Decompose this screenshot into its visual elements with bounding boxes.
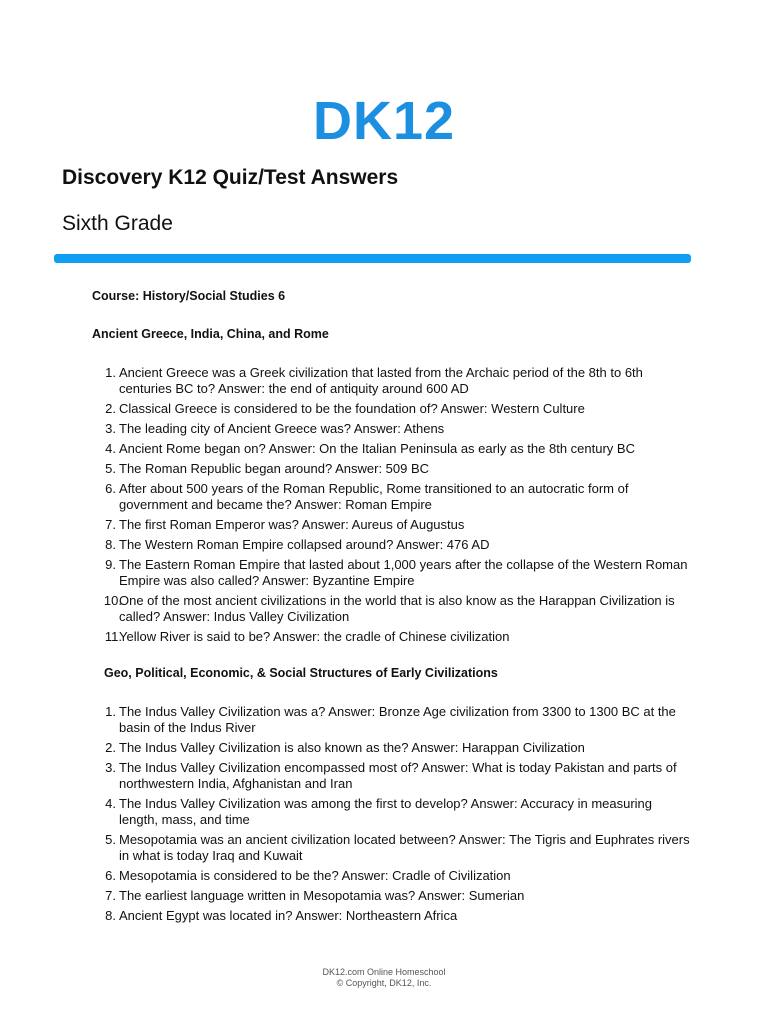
list-item [0,421,768,437]
item-number: 1. [105,365,116,380]
page-subtitle: Sixth Grade [62,212,173,235]
item-text: The Indus Valley Civilization encompassed most of? Answer: What is today Pakistan and parts of northwestern India, Afghanistan and Iran [119,760,677,791]
list-item [0,461,768,477]
item-text: The Eastern Roman Empire that lasted about 1,000 years after the collapse of the Western Roman Empire was also called? Answer: Byzantine Empire [119,557,688,588]
dk12-logo: DK12 [312,91,456,151]
item-number: 7. [105,517,116,532]
item-text: One of the most ancient civilizations in the world that is also know as the Harappan Civilization is called? Answer: Indus Valley Civilization [119,593,675,624]
list-item [0,629,768,645]
question-list [0,704,768,924]
item-text: The first Roman Emperor was? Answer: Aureus of Augustus [119,517,465,532]
question-list [0,365,768,645]
item-text: Yellow River is said to be? Answer: the cradle of Chinese civilization [119,629,510,644]
list-item [0,704,768,736]
header-divider [54,254,691,263]
item-number: 2. [105,401,116,416]
item-number: 11. [104,629,122,644]
list-item [0,365,768,397]
item-text: Ancient Greece was a Greek civilization that lasted from the Archaic period of the 8th to 6th centuries BC to? Answer: the end of antiquity around 600 AD [119,365,643,396]
item-number: 2. [105,740,116,755]
section-heading: Ancient Greece, India, China, and Rome [92,327,329,341]
item-text: Mesopotamia is considered to be the? Answer: Cradle of Civilization [119,868,511,883]
item-text: Ancient Egypt was located in? Answer: Northeastern Africa [119,908,458,923]
item-number: 6. [105,481,116,496]
item-text: After about 500 years of the Roman Republic, Rome transitioned to an autocratic form of government and became the? Answer: Roman Empire [119,481,629,512]
document-body [0,288,768,928]
item-number: 10. [103,593,122,608]
section-heading: Geo, Political, Economic, & Social Structures of Early Civilizations [104,666,498,680]
item-number: 8. [105,537,116,552]
item-text: The Indus Valley Civilization was a? Answer: Bronze Age civilization from 3300 to 1300 BC at the basin of the Indus River [119,704,676,735]
footer-copyright: © Copyright, DK12, Inc. [336,978,432,988]
list-item [0,401,768,417]
footer-site: DK12.com Online Homeschool [322,967,446,977]
item-number: 4. [105,796,116,811]
item-text: The leading city of Ancient Greece was? Answer: Athens [119,421,445,436]
list-item [0,537,768,553]
item-text: The Indus Valley Civilization is also known as the? Answer: Harappan Civilization [119,740,585,755]
course-label: Course: History/Social Studies 6 [92,289,286,303]
item-number: 6. [105,868,116,883]
list-item [0,796,768,828]
list-item [0,868,768,884]
item-number: 1. [105,704,116,719]
item-number: 5. [105,461,116,476]
item-number: 9. [105,557,116,572]
item-number: 5. [105,832,116,847]
list-item [0,593,768,625]
item-text: The Western Roman Empire collapsed around? Answer: 476 AD [119,537,490,552]
item-text: Ancient Rome began on? Answer: On the Italian Peninsula as early as the 8th century BC [119,441,635,456]
item-text: The Roman Republic began around? Answer: 509 BC [119,461,430,476]
list-item [0,888,768,904]
item-number: 8. [105,908,116,923]
page-footer [0,967,768,989]
list-item [0,481,768,513]
item-text: Classical Greece is considered to be the foundation of? Answer: Western Culture [119,401,585,416]
item-number: 7. [105,888,116,903]
page-title: Discovery K12 Quiz/Test Answers [62,166,399,189]
item-text: The earliest language written in Mesopotamia was? Answer: Sumerian [119,888,525,903]
item-number: 3. [105,421,116,436]
list-item [0,441,768,457]
list-item [0,760,768,792]
list-item [0,517,768,533]
list-item [0,908,768,924]
item-text: The Indus Valley Civilization was among the first to develop? Answer: Accuracy in measuring length, mass, and time [119,796,653,827]
item-number: 3. [105,760,116,775]
list-item [0,832,768,864]
list-item [0,740,768,756]
list-item [0,557,768,589]
item-number: 4. [105,441,116,456]
item-text: Mesopotamia was an ancient civilization located between? Answer: The Tigris and Euphrates rivers in what is today Iraq and Kuwait [119,832,690,863]
